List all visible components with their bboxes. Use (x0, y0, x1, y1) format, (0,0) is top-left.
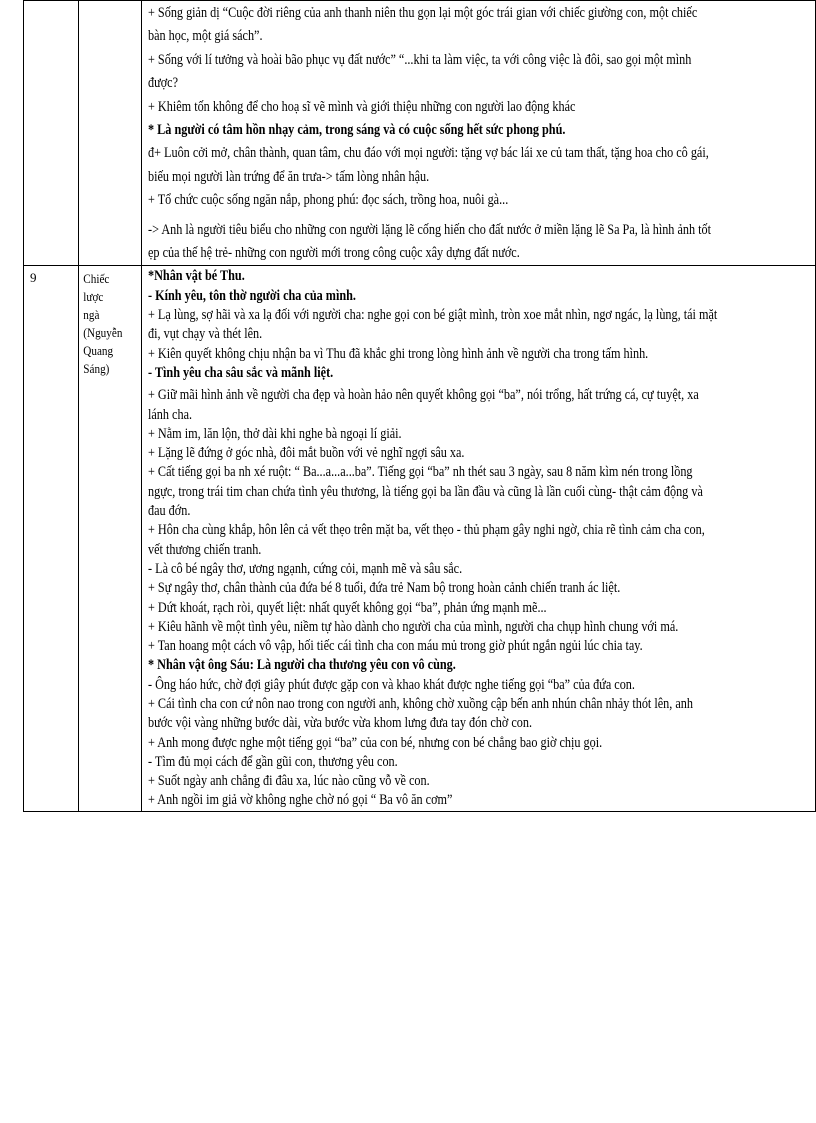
text-line: + Tổ chức cuộc sống ngăn nắp, phong phú: đọc sách, trồng hoa, nuôi gà... (148, 192, 509, 209)
text-line: + Nằm im, lăn lộn, thở dài khi nghe bà ngoại lí giải. (148, 425, 402, 442)
row-number: 9 (30, 270, 37, 286)
text-line: - Tình yêu cha sâu sắc và mãnh liệt. (148, 364, 334, 381)
text-line: + Cất tiếng gọi ba nh xé ruột: “ Ba...a...a...ba”. Tiếng gọi “ba” nh thét sau 3 ngày, sau 8 năm kìm nén trong lồng (148, 464, 693, 481)
text-line: * Là người có tâm hồn nhạy cảm, trong sáng và có cuộc sống hết sức phong phú. (148, 122, 566, 139)
table-row (24, 266, 816, 811)
text-line: - Tìm đủ mọi cách để gần gũi con, thương yêu con. (148, 753, 398, 770)
text-line: ẹp của thế hệ trẻ- những con người mới trong công cuộc xây dựng đất nước. (148, 245, 520, 262)
title-line: (Nguyễn (83, 325, 123, 341)
text-line: + Giữ mãi hình ảnh về người cha đẹp và hoàn hảo nên quyết không gọi “ba”, nói trổng, hất trứng cá, cự tuyệt, xa (148, 387, 699, 404)
text-line: + Cái tình cha con cứ nôn nao trong con người anh, không chờ xuồng cập bến anh nhún chân nhảy thót lên, anh (148, 696, 694, 712)
text-line: - Là cô bé ngây thơ, ương ngạnh, cứng cỏi, mạnh mẽ và sâu sắc. (148, 560, 463, 577)
text-line: + Anh mong được nghe một tiếng gọi “ba” của con bé, nhưng con bé chẳng bao giờ chịu gọi. (148, 734, 603, 751)
title-line: Sáng) (83, 361, 110, 377)
text-line: + Kiêu hãnh về một tình yêu, niềm tự hào dành cho người cha của mình, người cha chụp hình chung với má. (148, 618, 679, 635)
title-line: Chiếc lược (83, 271, 110, 305)
text-line: ngực, trong trái tim chan chứa tình yêu thương, là tiếng gọi ba lần đầu và cũng là lần cuối cùng- thật cảm động và (148, 483, 703, 500)
text-line: đi, vụt chạy và thét lên. (148, 326, 263, 343)
text-line: + Lặng lẽ đứng ở góc nhà, đôi mắt buồn với vẻ nghĩ ngợi sâu xa. (148, 445, 465, 462)
text-line: - Kính yêu, tôn thờ người cha của mình. (148, 287, 356, 304)
row1-content (142, 1, 815, 265)
text-line: đau đớn. (148, 503, 191, 520)
text-line: + Hôn cha cùng khắp, hôn lên cả vết thẹo trên mặt ba, vết thẹo - thủ phạm gây nghi ngờ, chia rẽ tình cảm cha con, (148, 522, 705, 539)
text-line: * Nhân vật ông Sáu: Là người cha thương yêu con vô cùng. (148, 657, 456, 674)
work-title (79, 266, 132, 378)
row2-content (142, 266, 815, 810)
text-line: biếu mọi người làn trứng để ăn trưa-> tấm lòng nhân hậu. (148, 168, 430, 185)
text-line: + Sự ngây thơ, chân thành của đứa bé 8 tuổi, đứa trẻ Nam bộ trong hoàn cảnh chiến tranh ác liệt. (148, 580, 621, 597)
content-cell (142, 1, 816, 266)
text-line: bàn học, một giá sách”. (148, 28, 263, 45)
title-line: ngà (83, 307, 100, 323)
text-line: + Dứt khoát, rạch ròi, quyết liệt: nhất quyết không gọi “ba”, phản ứng mạnh mẽ... (148, 599, 547, 616)
text-line: + Suốt ngày anh chẳng đi đâu xa, lúc nào cũng vỗ về con. (148, 773, 430, 790)
number-cell (24, 1, 79, 266)
content-table (23, 0, 816, 812)
text-line: + Sống giản dị “Cuộc đời riêng của anh thanh niên thu gọn lại một góc trái gian với chiếc giường con, một chiếc (148, 5, 698, 21)
text-line: đ+ Luôn cởi mở, chân thành, quan tâm, chu đáo với mọi người: tặng vợ bác lái xe củ tam thất, tặng hoa cho cô gái, (148, 145, 709, 162)
text-line: bước vội vàng những bước dài, vừa bước vừa khom lưng đưa tay đón chờ con. (148, 715, 533, 732)
text-line: + Sống với lí tưởng và hoài bão phục vụ đất nước” “...khi ta làm việc, ta với công việc là đôi, sao gọi một mình (148, 51, 692, 68)
text-line: lánh cha. (148, 406, 193, 423)
text-line: -> Anh là người tiêu biểu cho những con người lặng lẽ cống hiến cho đất nước ở miền lặng lẽ Sa Pa, là hình ảnh tốt (148, 221, 712, 238)
text-line: được? (148, 75, 179, 92)
title-cell (79, 266, 142, 811)
table-row (24, 1, 816, 266)
text-line: + Lạ lùng, sợ hãi và xa lạ đối với người cha: nghe gọi con bé giật mình, tròn xoe mắt nhìn, ngơ ngác, lạ lùng, tái mặt (148, 307, 718, 324)
text-line: + Kiên quyết không chịu nhận ba vì Thu đã khắc ghi trong lòng hình ảnh về người cha trong tấm hình. (148, 345, 649, 362)
text-line: - Ông háo hức, chờ đợi giây phút được gặp con và khao khát được nghe tiếng gọi “ba” của đứa con. (148, 676, 635, 693)
title-cell (79, 1, 142, 266)
text-line: vết thương chiến tranh. (148, 541, 262, 558)
text-line: + Khiêm tốn không để cho hoạ sĩ vẽ mình và giới thiệu những con người lao động khác (148, 98, 576, 115)
text-line: *Nhân vật bé Thu. (148, 268, 245, 285)
number-cell (24, 266, 79, 811)
content-cell (142, 266, 816, 811)
text-line: + Anh ngồi im giả vờ không nghe chờ nó gọi “ Ba vô ăn cơm” (148, 792, 453, 809)
title-line: Quang (83, 343, 114, 359)
text-line: + Tan hoang một cách vô vập, hối tiếc cái tình cha con máu mủ trong giờ phút ngắn ngủi lúc chia tay. (148, 638, 643, 655)
